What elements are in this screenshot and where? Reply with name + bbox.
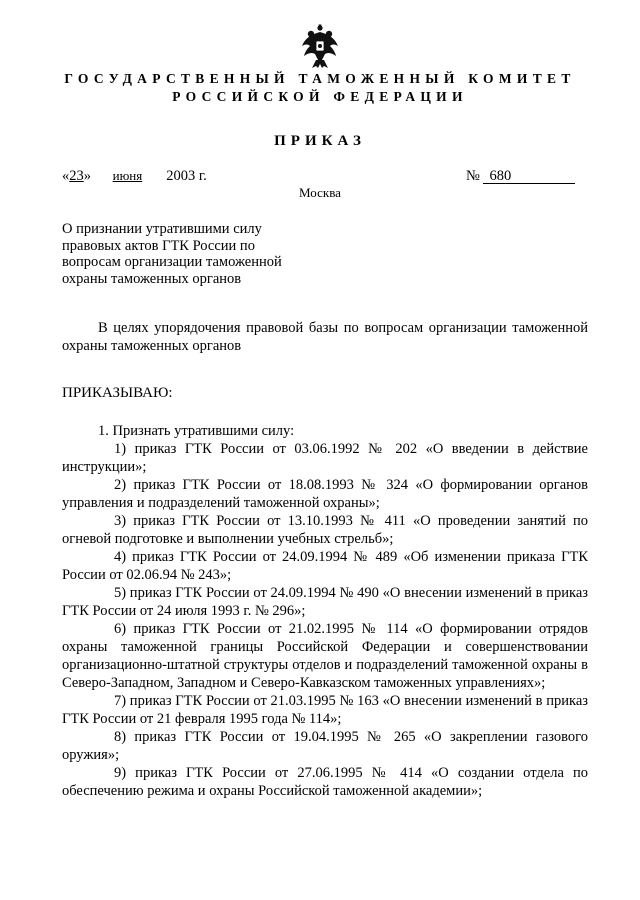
document-number xyxy=(466,168,575,185)
issue-city: Москва xyxy=(299,185,341,200)
agency-name-line-2: РОССИЙСКОЙ ФЕДЕРАЦИИ xyxy=(172,89,468,104)
list-item: 5) приказ ГТК России от 24.09.1994 № 490 «О внесении изменений в приказ ГТК России от 24 июля 1993 г. № 296»; xyxy=(62,585,588,619)
document-subject: О признании утратившими силу правовых актов ГТК России по вопросам организации таможенной охраны таможенных органов xyxy=(62,221,282,287)
document-date xyxy=(62,168,207,185)
list-item: 3) приказ ГТК России от 13.10.1993 № 411 «О проведении занятий по огневой подготовке и выполнении учебных стрельб»; xyxy=(62,513,588,547)
double-headed-eagle-icon xyxy=(300,24,340,70)
list-item: 8) приказ ГТК России от 19.04.1995 № 265 «О закреплении газового оружия»; xyxy=(62,729,588,763)
decree-heading: ПРИКАЗЫВАЮ: xyxy=(62,385,173,401)
date-quote-close: » xyxy=(83,168,91,184)
agency-name-line-1: ГОСУДАРСТВЕННЫЙ ТАМОЖЕННЫЙ КОМИТЕТ xyxy=(64,71,576,86)
list-item: 4) приказ ГТК России от 24.09.1994 № 489 «Об изменении приказа ГТК России от 02.06.94 № 243»; xyxy=(62,549,588,583)
document-type-title: ПРИКАЗ xyxy=(274,133,366,149)
preamble-paragraph: В целях упорядочения правовой базы по вопросам организации таможенной охраны таможенных органов xyxy=(62,320,588,354)
list-item: 1) приказ ГТК России от 03.06.1992 № 202 «О введении в действие инструкции»; xyxy=(62,441,588,475)
list-item: 6) приказ ГТК России от 21.02.1995 № 114 «О формировании отрядов охраны таможенной границы Российской Федерации и совершенствовании организационно-штатной структуры отделов и подразделений таможенной охраны в Северо-Западном, Западном и Северо-Кавказском таможенных управлениях»; xyxy=(62,621,588,691)
point-1-heading: 1. Признать утратившими силу: xyxy=(98,423,295,439)
date-year: 2003 г. xyxy=(166,168,207,184)
date-quote-open: « xyxy=(62,168,70,184)
list-item: 7) приказ ГТК России от 21.03.1995 № 163 «О внесении изменений в приказ ГТК России от 21 февраля 1995 года № 114»; xyxy=(62,693,588,727)
date-day: 23 xyxy=(69,168,84,184)
repealed-acts-list xyxy=(62,422,588,800)
number-sign: № xyxy=(466,168,480,184)
number-value: 680 xyxy=(483,169,575,184)
list-item: 9) приказ ГТК России от 27.06.1995 № 414 «О создании отдела по обеспечению режима и охраны Российской таможенной академии»; xyxy=(62,765,588,799)
date-month: июня xyxy=(112,168,143,183)
list-item: 2) приказ ГТК России от 18.08.1993 № 324 «О формировании органов управления и подразделений таможенной охраны»; xyxy=(62,477,588,511)
